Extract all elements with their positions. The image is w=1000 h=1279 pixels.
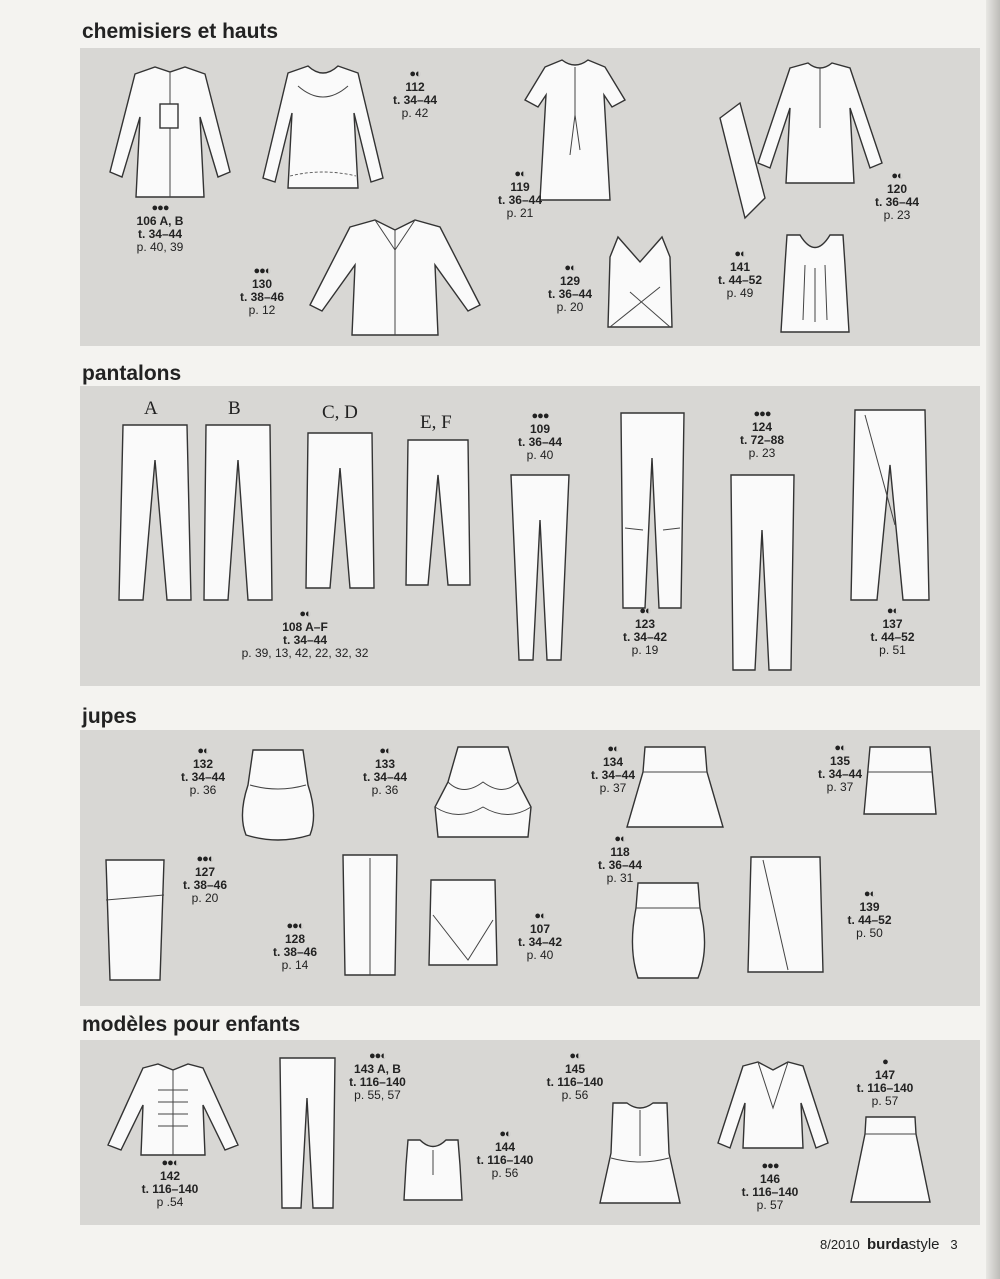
- page-ref: p. 21: [506, 206, 534, 220]
- size-range: t. 38–46: [182, 878, 228, 892]
- info-142: [130, 1157, 210, 1209]
- variant-letter-b: B: [228, 398, 241, 419]
- size-range: t. 34–44: [590, 768, 636, 782]
- info-108: [220, 608, 390, 660]
- size-range: t. 36–44: [874, 195, 920, 209]
- size-range: t. 116–140: [141, 1182, 199, 1196]
- garment-139-skirt: [743, 852, 828, 977]
- difficulty-dots: ●●●: [531, 410, 549, 422]
- difficulty-dots: ●●◐: [161, 1157, 179, 1169]
- difficulty-dots: ●◐: [409, 68, 421, 80]
- model-number: 135: [829, 754, 851, 768]
- garment-127-skirt: [100, 855, 170, 985]
- page-ref: p. 50: [856, 926, 883, 940]
- page-ref: p. 37: [599, 781, 627, 795]
- difficulty-dots: ●◐: [639, 605, 651, 617]
- size-range: t. 116–140: [349, 1075, 406, 1089]
- size-range: t. 44–52: [717, 273, 763, 287]
- page-ref: p .54: [156, 1195, 184, 1209]
- info-123: [605, 605, 685, 657]
- model-number: 146: [759, 1172, 781, 1186]
- model-number: 120: [886, 182, 908, 196]
- difficulty-dots: ●●◐: [253, 265, 271, 277]
- size-range: t. 34–42: [517, 935, 563, 949]
- size-range: t. 44–52: [847, 913, 892, 927]
- garment-107-skirt: [423, 875, 503, 970]
- info-144: [465, 1128, 545, 1180]
- garment-143-jeans: [275, 1053, 340, 1213]
- page-ref: p. 51: [879, 643, 906, 657]
- model-number: 145: [564, 1062, 586, 1076]
- page-ref: p. 55, 57: [354, 1088, 401, 1102]
- garment-135-skirt: [860, 742, 940, 822]
- garment-134-skirt: [625, 742, 725, 832]
- variant-letter-ef: E, F: [420, 412, 452, 433]
- size-range: t. 116–140: [741, 1185, 799, 1199]
- size-range: t. 34–44: [282, 633, 328, 647]
- variant-letter-cd: C, D: [322, 402, 358, 423]
- page-ref: p. 40, 39: [136, 240, 184, 254]
- difficulty-dots: ●◐: [614, 833, 626, 845]
- page-ref: p. 37: [826, 780, 854, 794]
- size-range: t. 116–140: [476, 1153, 534, 1167]
- info-120: [862, 170, 932, 222]
- page-ref: p. 19: [631, 643, 659, 657]
- difficulty-dots: ●◐: [607, 743, 619, 755]
- info-124: [722, 408, 802, 460]
- garment-147-skirt: [848, 1112, 933, 1207]
- brand-logo-light: style: [908, 1236, 940, 1253]
- garment-130-shirt: [300, 215, 490, 340]
- info-130: [222, 265, 302, 317]
- difficulty-dots: ●◐: [863, 888, 876, 900]
- info-143: [335, 1050, 420, 1102]
- model-number: 108 A–F: [282, 620, 328, 634]
- difficulty-dots: ●◐: [299, 608, 311, 620]
- size-range: t. 36–44: [497, 193, 543, 207]
- model-number: 129: [559, 274, 581, 288]
- size-range: t. 36–44: [547, 287, 593, 301]
- garment-123-pants: [615, 408, 690, 613]
- difficulty-dots: ●: [882, 1056, 888, 1068]
- difficulty-dots: ●●●: [151, 202, 169, 214]
- variant-letter-a: A: [144, 398, 158, 419]
- size-range: t. 36–44: [517, 435, 563, 449]
- model-number: 130: [251, 277, 273, 291]
- info-133: [350, 745, 420, 797]
- model-number: 137: [882, 617, 903, 631]
- info-119: [480, 168, 560, 220]
- info-139: [832, 888, 907, 940]
- info-137: [855, 605, 930, 657]
- model-number: 124: [751, 420, 773, 434]
- model-number: 127: [194, 865, 216, 879]
- size-range: t. 44–52: [870, 630, 915, 644]
- page-ref: p. 20: [556, 300, 584, 314]
- page-ref: p. 31: [606, 871, 634, 885]
- page-ref: p. 23: [883, 208, 911, 222]
- model-number: 109: [529, 422, 551, 436]
- info-107: [505, 910, 575, 962]
- info-109: [500, 410, 580, 462]
- difficulty-dots: ●●◐: [196, 853, 214, 865]
- info-146: [730, 1160, 810, 1212]
- page-ref: p. 20: [191, 891, 219, 905]
- page-ref: p. 49: [726, 286, 754, 300]
- brand-logo-bold: burda: [867, 1236, 909, 1253]
- section-title-skirts: jupes: [82, 705, 137, 728]
- model-number: 118: [610, 845, 630, 859]
- difficulty-dots: ●◐: [534, 910, 546, 922]
- model-number: 134: [602, 755, 624, 769]
- difficulty-dots: ●◐: [379, 745, 391, 757]
- difficulty-dots: ●◐: [499, 1128, 511, 1140]
- garment-137-pants: [845, 405, 935, 605]
- section-title-pants: pantalons: [82, 362, 182, 385]
- difficulty-dots: ●◐: [514, 168, 526, 180]
- size-range: t. 116–140: [546, 1075, 604, 1089]
- garment-109-pants: [505, 470, 575, 665]
- size-range: t. 34–44: [392, 93, 438, 107]
- difficulty-dots: ●●●: [753, 408, 771, 420]
- info-132: [168, 745, 238, 797]
- garment-128-skirt: [335, 850, 405, 980]
- page-ref: p. 42: [401, 106, 429, 120]
- garment-118-skirt: [628, 878, 708, 983]
- model-number: 133: [374, 757, 396, 771]
- model-number: 141: [729, 260, 751, 274]
- page-ref: p. 12: [248, 303, 276, 317]
- page-ref: p. 40: [526, 448, 554, 462]
- garment-141-tank: [775, 230, 855, 335]
- info-112: [380, 68, 450, 120]
- difficulty-dots: ●◐: [886, 605, 899, 617]
- size-range: t. 38–46: [239, 290, 285, 304]
- garment-108b-pants: [198, 420, 278, 605]
- size-range: t. 38–46: [272, 945, 318, 959]
- model-number: 147: [874, 1068, 896, 1082]
- garment-108a-pants: [115, 420, 195, 605]
- section-title-tops: chemisiers et hauts: [82, 20, 279, 43]
- info-127: [170, 853, 240, 905]
- difficulty-dots: ●●◐: [286, 920, 304, 932]
- section-title-kids: modèles pour enfants: [82, 1013, 301, 1036]
- info-106: [110, 202, 210, 254]
- difficulty-dots: ●●◐: [369, 1050, 386, 1062]
- info-141: [705, 248, 775, 300]
- size-range: t. 34–44: [180, 770, 226, 784]
- garment-112-top: [258, 58, 388, 198]
- model-number: 132: [192, 757, 214, 771]
- size-range: t. 34–44: [137, 227, 183, 241]
- page-ref: p. 23: [748, 446, 776, 460]
- garment-129-camisole: [600, 232, 680, 332]
- info-129: [530, 262, 610, 314]
- model-number: 144: [494, 1140, 516, 1154]
- garment-108cd-pants: [300, 428, 380, 593]
- difficulty-dots: ●◐: [569, 1050, 581, 1062]
- difficulty-dots: ●●●: [761, 1160, 779, 1172]
- size-range: t. 116–140: [856, 1081, 914, 1095]
- page-ref: p. 39, 13, 42, 22, 32, 32: [241, 646, 369, 660]
- page-ref: p. 36: [371, 783, 399, 797]
- page-ref: p. 57: [871, 1094, 899, 1108]
- page-fold-shadow: [986, 0, 1000, 1279]
- model-number: 106 A, B: [136, 214, 184, 228]
- model-number: 139: [859, 900, 880, 914]
- garment-133-skirt: [433, 742, 533, 842]
- garment-124-pants: [725, 470, 800, 675]
- model-number: 112: [405, 80, 425, 94]
- page-ref: p. 14: [281, 958, 309, 972]
- garment-145-dress: [595, 1098, 685, 1208]
- difficulty-dots: ●◐: [834, 742, 846, 754]
- garment-142-jacket: [103, 1060, 243, 1160]
- garment-106-shirt: [100, 62, 240, 202]
- page-ref: p. 40: [526, 948, 554, 962]
- difficulty-dots: ●◐: [734, 248, 746, 260]
- model-number: 123: [634, 617, 656, 631]
- difficulty-dots: ●◐: [891, 170, 903, 182]
- size-range: t. 34–42: [622, 630, 668, 644]
- page-ref: p. 36: [189, 783, 217, 797]
- model-number: 128: [284, 932, 306, 946]
- garment-132-skirt: [238, 745, 318, 845]
- size-range: t. 72–88: [739, 433, 785, 447]
- difficulty-dots: ●◐: [564, 262, 576, 274]
- garment-144-top: [398, 1135, 468, 1205]
- page-ref: p. 56: [491, 1166, 519, 1180]
- page-ref: p. 56: [561, 1088, 589, 1102]
- model-number: 143 A, B: [354, 1062, 401, 1076]
- model-number: 119: [510, 180, 530, 194]
- garment-146-blazer: [713, 1058, 833, 1153]
- garment-108ef-pants: [402, 435, 474, 590]
- page-footer: [820, 1236, 958, 1253]
- difficulty-dots: ●◐: [197, 745, 209, 757]
- model-number: 107: [529, 922, 551, 936]
- info-147: [845, 1056, 925, 1108]
- page-ref: p. 57: [756, 1198, 784, 1212]
- size-range: t. 36–44: [597, 858, 643, 872]
- size-range: t. 34–44: [817, 767, 863, 781]
- size-range: t. 34–44: [362, 770, 408, 784]
- info-145: [535, 1050, 615, 1102]
- model-number: 142: [159, 1169, 181, 1183]
- issue-date: 8/2010: [820, 1237, 860, 1252]
- page-number: 3: [950, 1237, 958, 1252]
- info-128: [255, 920, 335, 972]
